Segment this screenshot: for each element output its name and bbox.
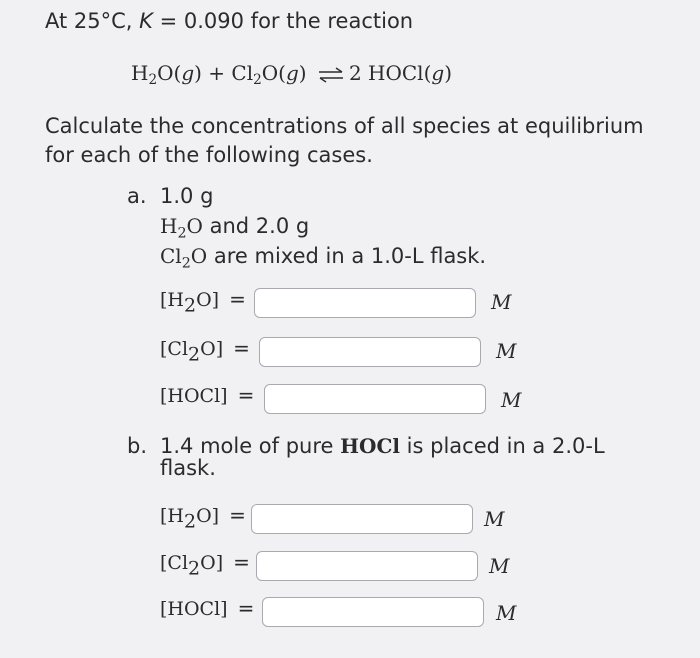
case-b-marker: b. [127, 434, 148, 458]
intro-line: At 25°C, K = 0.090 for the reaction [45, 9, 414, 33]
instructions-line-2: for each of the following cases. [45, 143, 373, 167]
case-b-h2o-label: [H2O] = [160, 503, 246, 533]
case-a-hocl-input[interactable] [264, 384, 486, 414]
case-a-h2o-label: [H2O] = [160, 287, 246, 317]
case-a-line-3: $Cl_2O$ are mixed in a 1.0-L flask. [160, 244, 487, 272]
case-a-marker: a. [127, 184, 147, 208]
case-b-cl2o-unit: M [489, 554, 510, 578]
case-b-hocl-input[interactable] [262, 597, 484, 627]
equilibrium-arrow-icon [317, 67, 345, 83]
reaction-equation: $H_2O(g) + Cl_2O(g)$ 2 HOCl(g) [131, 61, 452, 89]
case-a-hocl-unit: M [501, 388, 522, 412]
case-a-hocl-label: [HOCl] = [160, 383, 255, 407]
case-b-line-2: flask. [160, 456, 216, 480]
instructions-line-1: Calculate the concentrations of all species at equilibrium [45, 114, 644, 138]
case-a-line-1: 1.0 g [160, 184, 214, 208]
case-b-h2o-input[interactable] [251, 504, 473, 534]
case-b-hocl-label: [HOCl] = [160, 596, 255, 620]
case-b-line-1: 1.4 mole of pure HOCl is placed in a 2.0-L [160, 434, 605, 458]
case-a-h2o-input[interactable] [254, 288, 476, 318]
k-symbol: K [139, 9, 153, 33]
case-a-cl2o-label: [Cl2O] = [160, 336, 250, 366]
case-a-cl2o-unit: M [496, 339, 517, 363]
case-b-hocl-unit: M [496, 601, 517, 625]
case-b-cl2o-input[interactable] [256, 551, 478, 581]
case-a-line-2: $H_2O$ and 2.0 g [160, 214, 310, 242]
case-a-h2o-unit: M [491, 290, 512, 314]
case-b-cl2o-label: [Cl2O] = [160, 550, 250, 580]
case-b-h2o-unit: M [484, 507, 505, 531]
case-a-cl2o-input[interactable] [259, 337, 481, 367]
